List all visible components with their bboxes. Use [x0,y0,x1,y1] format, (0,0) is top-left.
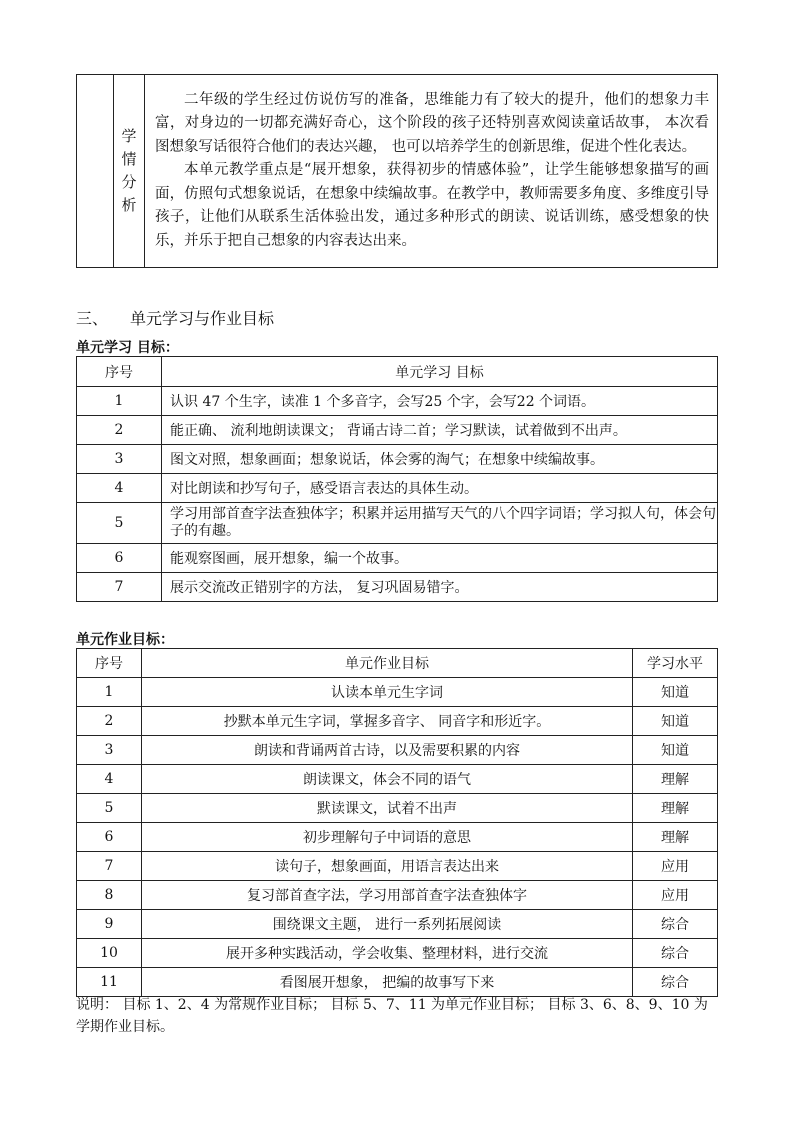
goal-text: 图文对照，想象画面；想象说话，体会雾的淘气；在想象中续编故事。 [162,445,718,474]
explanation-note: 说明： 目标 1、2、4 为常规作业目标； 目标 5、7、11 为单元作业目标； 目标 3、6、8、9、10 为学期作业目标。 [76,997,708,1035]
table-row [77,765,718,794]
homework-goals-subheading: 单元作业目标： [76,632,174,648]
goal-text: 默读课文，试着不出声 [142,794,633,823]
goal-text: 学习用部首查字法查独体字；积累并运用描写天气的八个四字词语；学习拟人句，体会句子的有趣。 [162,503,718,544]
goal-text: 看图展开想象， 把编的故事写下来 [142,968,633,997]
table-row [77,387,718,416]
table-row [77,910,718,939]
level-text: 综合 [633,939,718,968]
goal-text: 初步理解句子中词语的意思 [142,823,633,852]
table-row [77,678,718,707]
row-number: 1 [77,387,162,416]
goal-text: 认识 47 个生字，读准 1 个多音字，会写25 个字，会写22 个词语。 [162,387,718,416]
analysis-label [114,75,145,268]
learning-goals-table [76,356,718,602]
row-number: 6 [77,823,142,852]
empty-cell [77,75,114,268]
level-text: 应用 [633,852,718,881]
row-number: 7 [77,573,162,602]
table-header-row [77,357,718,387]
header-cell: 单元作业目标 [142,649,633,678]
table-row [77,736,718,765]
goal-text: 围绕课文主题， 进行一系列拓展阅读 [142,910,633,939]
row-number: 7 [77,852,142,881]
row-number: 3 [77,736,142,765]
table-row [77,445,718,474]
row-number: 2 [77,416,162,445]
level-text: 综合 [633,910,718,939]
goal-text: 复习部首查字法，学习用部首查字法查独体字 [142,881,633,910]
goal-text: 展示交流改正错别字的方法， 复习巩固易错字。 [162,573,718,602]
learning-goals-subheading: 单元学习 目标： [76,340,179,356]
goal-text: 读句子，想象画面，用语言表达出来 [142,852,633,881]
table-header-row [77,649,718,678]
row-number: 5 [77,794,142,823]
header-cell: 单元学习 目标 [162,357,718,387]
row-number: 9 [77,910,142,939]
goal-text: 朗读和背诵两首古诗，以及需要积累的内容 [142,736,633,765]
row-number: 8 [77,881,142,910]
table-row [77,968,718,997]
level-text: 应用 [633,881,718,910]
level-text: 理解 [633,794,718,823]
level-text: 知道 [633,678,718,707]
header-cell: 学习水平 [633,649,718,678]
header-cell: 序号 [77,357,162,387]
row-number: 11 [77,968,142,997]
table-row [77,823,718,852]
label-char: 析 [121,196,137,214]
table-row [77,503,718,544]
goal-text: 对比朗读和抄写句子，感受语言表达的具体生动。 [162,474,718,503]
row-number: 4 [77,765,142,794]
table-row [77,794,718,823]
label-char: 学 [121,127,137,145]
section-number: 三、 [76,309,109,328]
goal-text: 能正确、 流利地朗读课文； 背诵古诗二首；学习默读，试着做到不出声。 [162,416,718,445]
goal-text: 抄默本单元生字词，掌握多音字、 同音字和形近字。 [142,707,633,736]
table-row [77,939,718,968]
analysis-content [145,75,718,268]
level-text: 理解 [633,823,718,852]
row-number: 2 [77,707,142,736]
table-row [77,881,718,910]
section-title: 单元学习与作业目标 [130,309,275,328]
table-row [77,544,718,573]
table-row [77,573,718,602]
goal-text: 能观察图画，展开想象，编一个故事。 [162,544,718,573]
label-char: 分 [121,173,137,191]
row-number: 6 [77,544,162,573]
table-row [77,707,718,736]
row-number: 1 [77,678,142,707]
homework-goals-table [76,648,718,997]
row-number: 10 [77,939,142,968]
analysis-paragraph: 二年级的学生经过仿说仿写的准备，思维能力有了较大的提升，他们的想象力丰富，对身边的一切都充满好奇心，这个阶段的孩子还特别喜欢阅读童话故事， 本次看图想象写话很符合他们的表达兴趣， 也可以培养学生的创新思维，促进个性化表达。 [155,91,709,155]
student-analysis-table [76,74,718,268]
section-heading [76,306,274,329]
level-text: 综合 [633,968,718,997]
table-row [77,416,718,445]
table-row [77,474,718,503]
level-text: 理解 [633,765,718,794]
table-row [77,852,718,881]
goal-text: 认读本单元生字词 [142,678,633,707]
row-number: 4 [77,474,162,503]
goal-text: 展开多种实践活动，学会收集、整理材料，进行交流 [142,939,633,968]
level-text: 知道 [633,736,718,765]
label-char: 情 [121,150,137,168]
goal-text: 朗读课文，体会不同的语气 [142,765,633,794]
row-number: 3 [77,445,162,474]
analysis-paragraph: 本单元教学重点是“展开想象，获得初步的情感体验”，让学生能够想象描写的画面，仿照句式想象说话，在想象中续编故事。在教学中，教师需要多角度、多维度引导孩子，让他们从联系生活体验出发，通过多种形式的朗读、说话训练，感受想象的快乐，并乐于把自己想象的内容表达出来。 [155,162,709,249]
level-text: 知道 [633,707,718,736]
header-cell: 序号 [77,649,142,678]
row-number: 5 [77,503,162,544]
